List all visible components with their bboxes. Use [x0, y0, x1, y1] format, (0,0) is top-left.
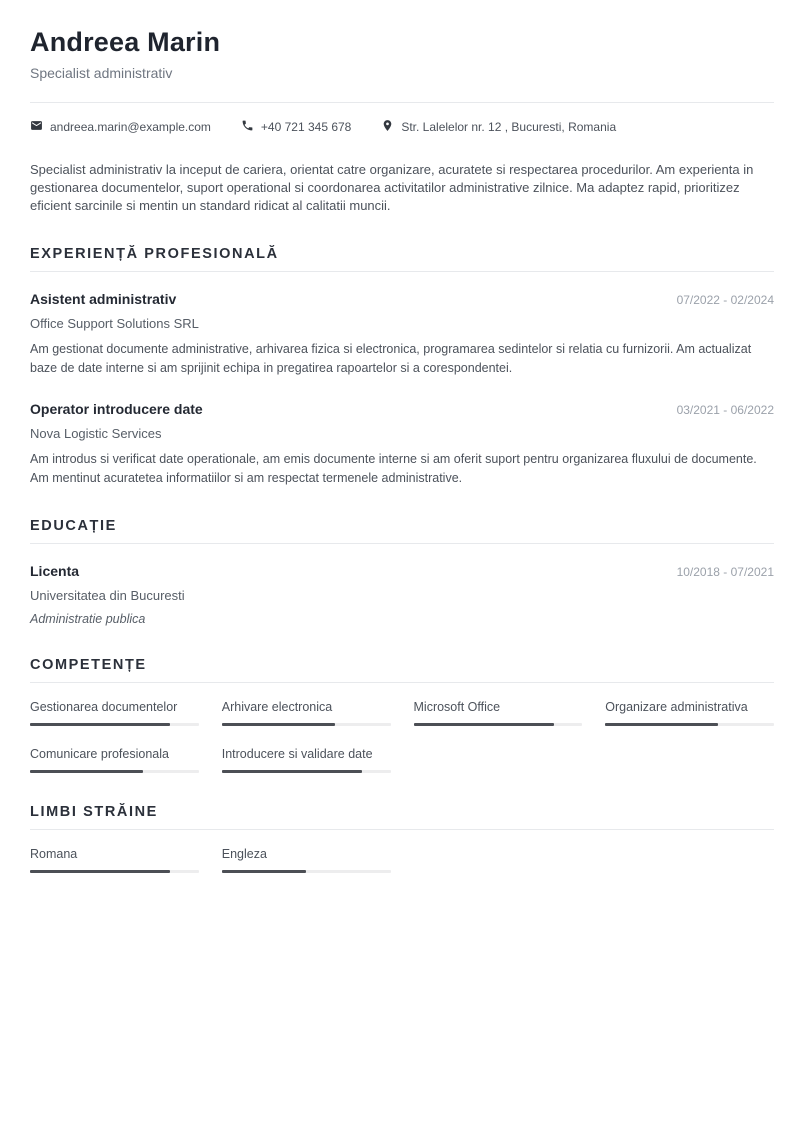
skill-bar-fill [222, 723, 335, 726]
language-label: Romana [30, 847, 78, 861]
skill-bar-track [414, 723, 583, 726]
skills-grid [30, 700, 774, 773]
language-bar-track [30, 870, 199, 873]
contact-row [30, 119, 774, 135]
skill-item [30, 700, 199, 726]
contact-email-text: andreea.marin@example.com [50, 120, 211, 134]
school-name: Universitatea din Bucuresti [30, 588, 185, 603]
skill-item [222, 700, 391, 726]
job-title: Operator introducere date [30, 401, 203, 417]
contact-phone-text: +40 721 345 678 [260, 120, 352, 134]
education-entry [30, 563, 774, 626]
phone-icon [241, 119, 254, 135]
skill-item [222, 747, 391, 773]
language-label: Engleza [221, 847, 267, 861]
section-education-title: EDUCAȚIE [30, 518, 117, 534]
degree-title: Licenta [30, 563, 80, 579]
skill-bar-fill [605, 723, 718, 726]
job-dates: 03/2021 - 06/2022 [676, 403, 774, 417]
language-item [222, 847, 391, 873]
language-item [30, 847, 199, 873]
contact-address-text: Str. Lalelelor nr. 12 , Bucuresti, Romania [401, 120, 617, 134]
contact-phone [241, 119, 351, 135]
section-languages [30, 804, 774, 873]
skill-bar-fill [222, 770, 362, 773]
experience-entry-header [30, 291, 774, 307]
language-bar-fill [222, 870, 306, 873]
job-description: Am gestionat documente administrative, arhivarea fizica si electronica, programarea sedintelor si relatia cu furnizorii. Am actualizat baze de date interne si am sprijinit echipa in pregatirea rapoartelor si a corespondentei. [30, 342, 752, 375]
section-education [30, 518, 774, 626]
experience-entry-header [30, 401, 774, 417]
contact-email [30, 119, 211, 135]
section-divider [30, 543, 774, 544]
skill-bar-track [30, 770, 199, 773]
skill-bar-fill [30, 723, 170, 726]
section-languages-title: LIMBI STRĂINE [30, 804, 158, 820]
experience-entry [30, 291, 774, 377]
skill-item [605, 700, 774, 726]
person-job-title: Specialist administrativ [30, 65, 173, 81]
skill-bar-fill [30, 770, 143, 773]
job-description: Am introdus si verificat date operationale, am emis documente interne si am oferit suport pentru organizarea fluxului de documente. Am mentinut acuratetea informatiilor si am respectat termenele administrative. [30, 452, 757, 485]
resume-header [30, 27, 774, 135]
skill-label: Introducere si validare date [221, 747, 373, 761]
summary-paragraph: Specialist administrativ la inceput de cariera, orientat catre organizare, acuratete si respectarea procedurilor. Am experienta in gestionarea documentelor, suport operational si coordonarea activitatilor administrative zilnice. Ma adaptez rapid, prioritizez eficient sarcinile si mentin un standard ridicat al calitatii muncii. [30, 162, 754, 213]
skill-label: Comunicare profesionala [30, 747, 169, 761]
skill-bar-track [30, 723, 199, 726]
location-pin-icon [381, 119, 394, 135]
language-bar-track [222, 870, 391, 873]
section-experience [30, 246, 774, 487]
language-bar-fill [30, 870, 170, 873]
section-divider [30, 271, 774, 272]
skill-label: Microsoft Office [413, 700, 501, 714]
skill-bar-track [605, 723, 774, 726]
education-dates: 10/2018 - 07/2021 [676, 565, 774, 579]
skill-label: Gestionarea documentelor [30, 700, 178, 714]
skill-label: Organizare administrativa [605, 700, 748, 714]
skill-item [414, 700, 583, 726]
job-company: Nova Logistic Services [30, 426, 162, 441]
skill-item [30, 747, 199, 773]
section-experience-title: EXPERIENȚĂ PROFESIONALĂ [30, 246, 279, 262]
skill-bar-track [222, 770, 391, 773]
job-company: Office Support Solutions SRL [30, 316, 199, 331]
languages-grid [30, 847, 774, 873]
experience-entry [30, 401, 774, 487]
job-dates: 07/2022 - 02/2024 [676, 293, 774, 307]
skill-bar-fill [414, 723, 554, 726]
section-divider [30, 829, 774, 830]
skill-bar-track [222, 723, 391, 726]
section-divider [30, 682, 774, 683]
section-skills [30, 657, 774, 773]
education-entry-header [30, 563, 774, 579]
mail-icon [30, 119, 43, 135]
person-name: Andreea Marin [30, 27, 221, 57]
header-divider [30, 102, 774, 103]
skill-label: Arhivare electronica [221, 700, 333, 714]
section-skills-title: COMPETENȚE [30, 657, 147, 673]
study-field: Administratie publica [30, 612, 146, 626]
contact-address [381, 119, 616, 135]
job-title: Asistent administrativ [30, 291, 177, 307]
